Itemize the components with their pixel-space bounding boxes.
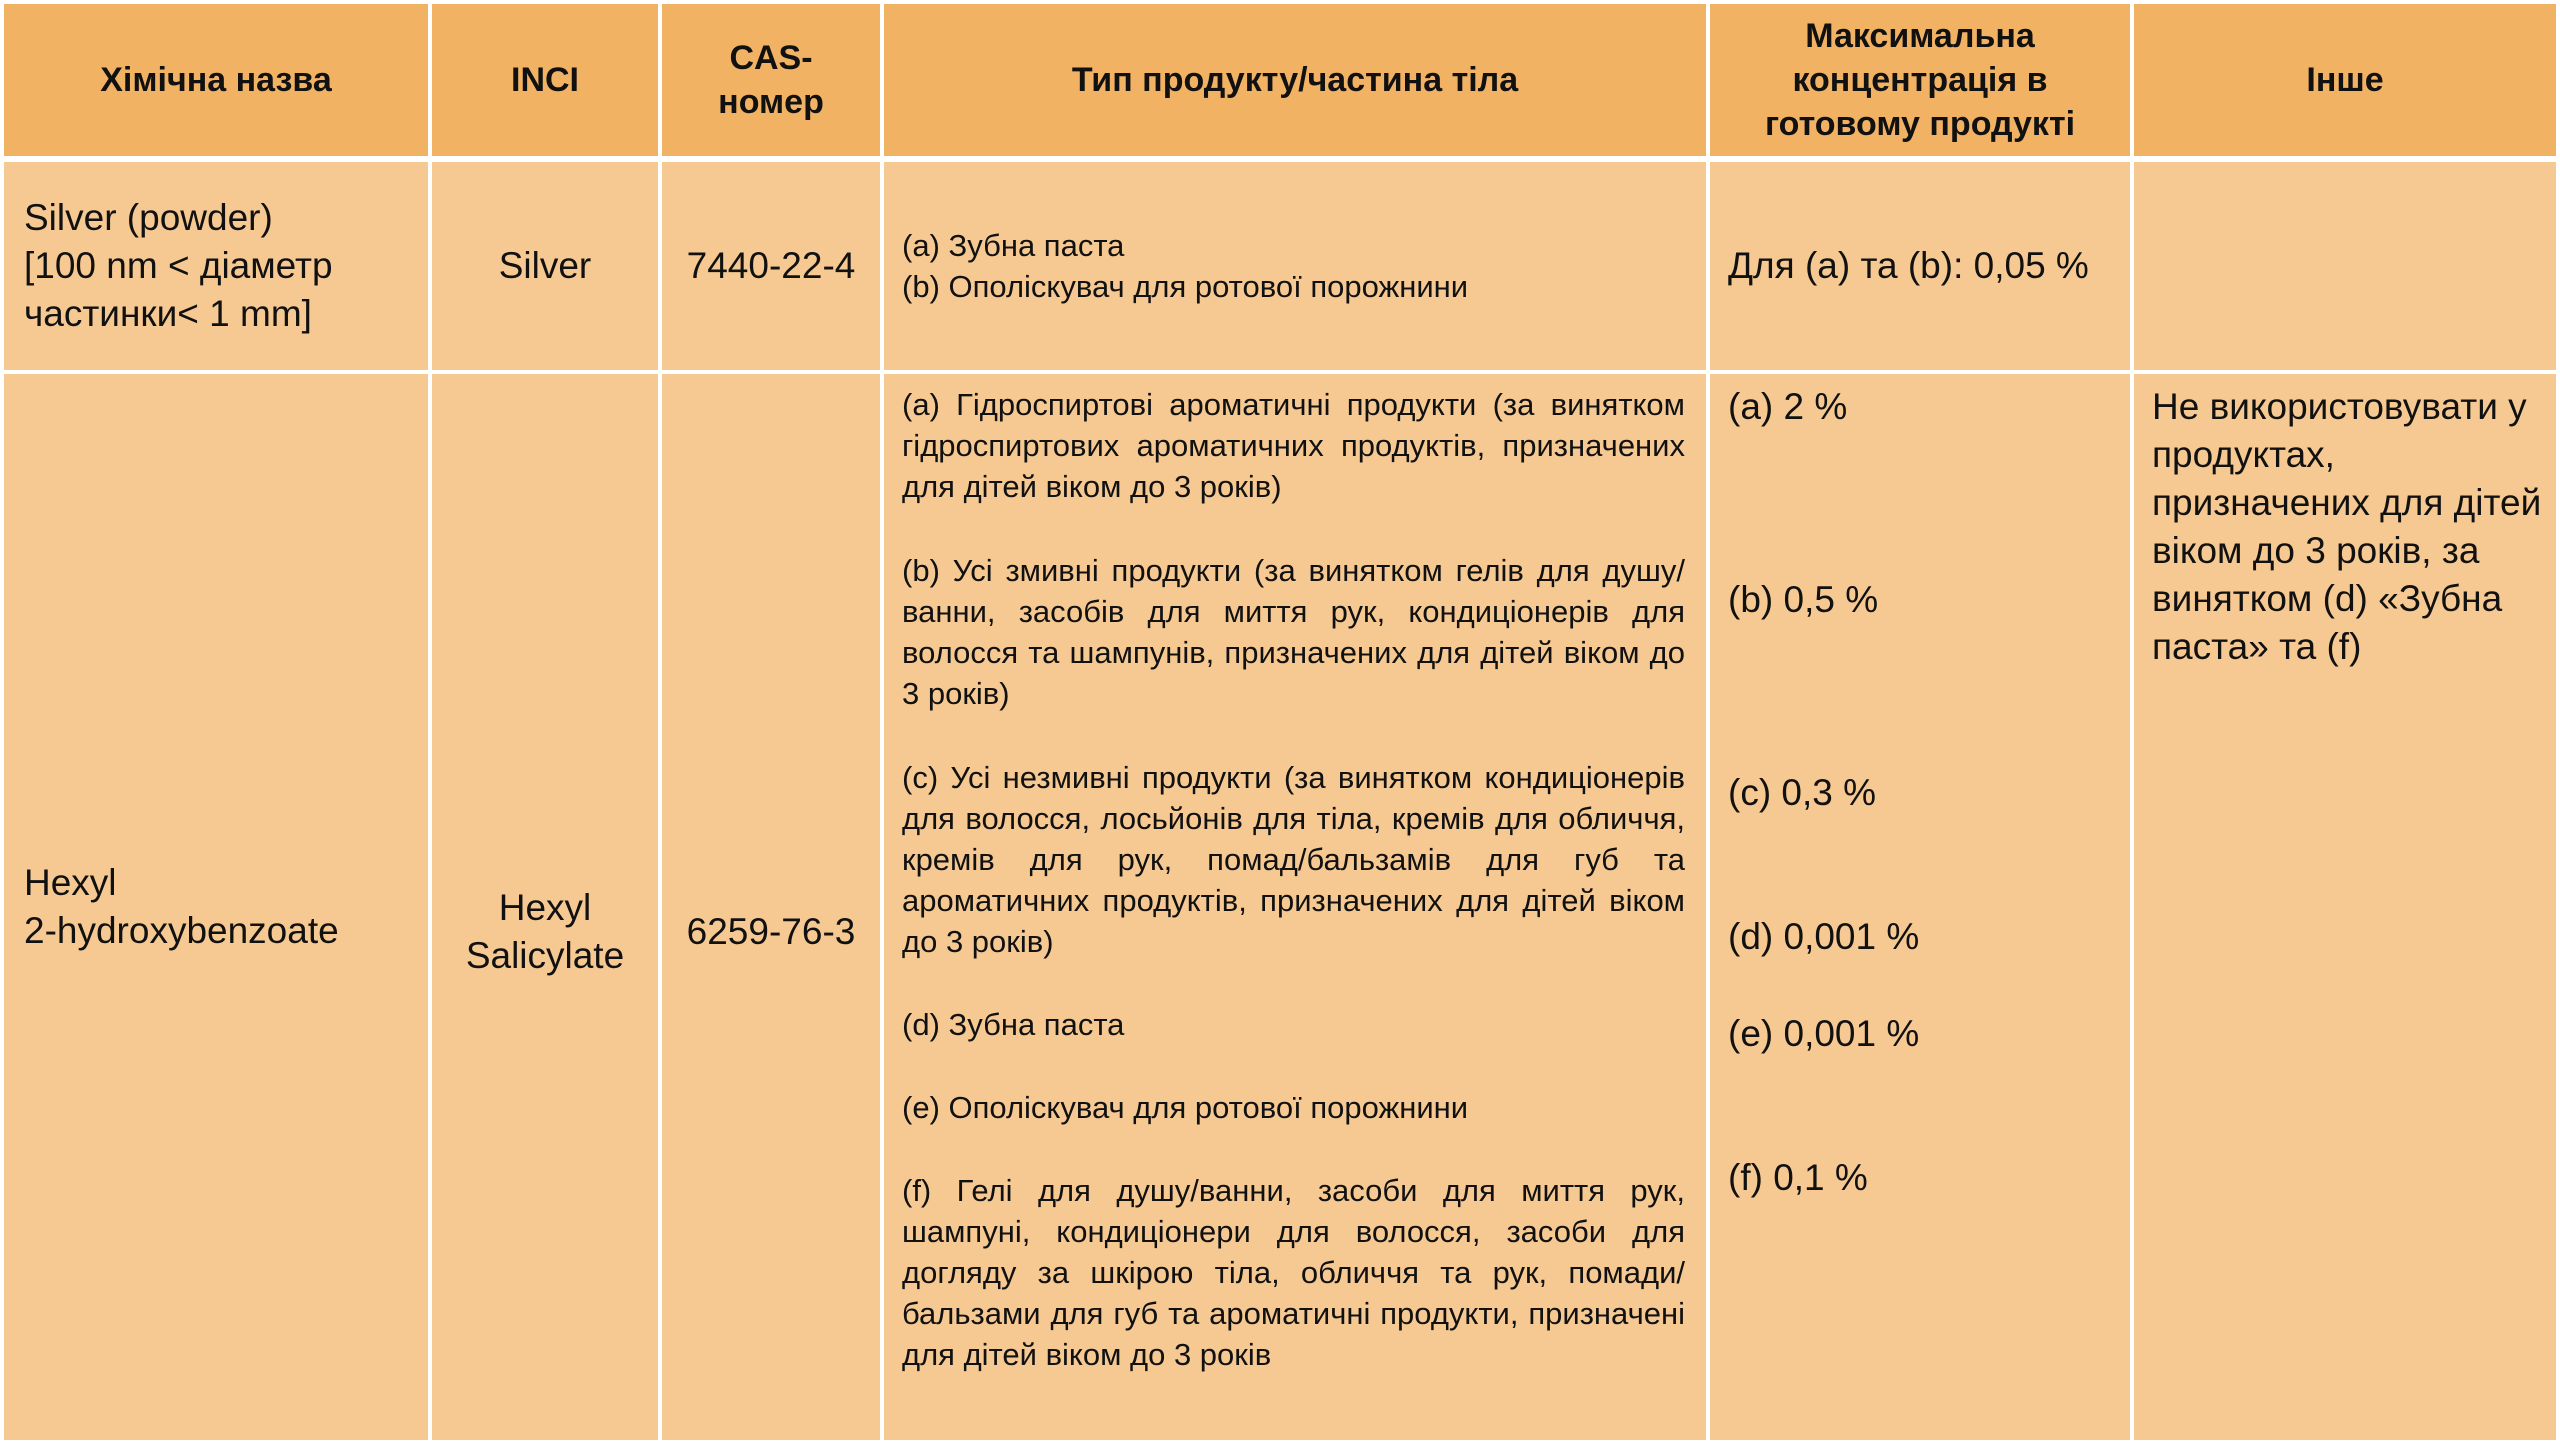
product-type-e: (e) Ополіскувач для ротової порожнини [902, 1090, 1469, 1125]
row1-max-conc-text: Для (a) та (b): 0,05 % [1728, 245, 2089, 286]
product-type-c: (c) Усі незмивні продукти (за винятком кондиціонерів для волосся, лосьйонів для тіла, кремів для обличчя, кремів для рук, помад/бальзамів для губ та ароматичних продуктів, призначених для дітей віком до 3 років) [902, 760, 1685, 959]
row1-chemical-name-line: [100 nm < діаметр [24, 245, 333, 286]
header-max-conc-line: Максимальна [1805, 17, 2035, 55]
row2-other-text: Не використовувати у продуктах, призначених для дітей віком до 3 років, за винятком (d) «Зубна паста» та (f) [2152, 386, 2542, 667]
max-conc-c: (c) 0,3 % [1728, 772, 1877, 813]
header-product-type-text: Тип продукту/частина тіла [1071, 61, 1519, 99]
row1-chemical-name-line: Silver (powder) [24, 197, 273, 238]
header-inci-text: INCI [511, 61, 579, 99]
header-max-concentration [1710, 4, 2130, 156]
row1-product-type-item: (a) Зубна паста [902, 228, 1125, 263]
product-type-d: (d) Зубна паста [902, 1007, 1125, 1042]
row1-product-type [884, 162, 1706, 370]
row2-max-concentration [1710, 374, 2130, 1440]
header-other [2134, 4, 2556, 156]
header-inci [432, 4, 658, 156]
header-chemical-name [4, 4, 428, 156]
row2-inci-line: Salicylate [465, 935, 625, 976]
max-conc-a: (a) 2 % [1728, 386, 1848, 427]
header-product-type [884, 4, 1706, 156]
product-type-b: (b) Усі змивні продукти (за винятком гелів для душу/ванни, засобів для миття рук, кондиціонерів для волосся та шампунів, призначених для дітей віком до 3 років) [902, 553, 1685, 711]
row1-product-type-item: (b) Ополіскувач для ротової порожнини [902, 269, 1469, 304]
max-conc-f: (f) 0,1 % [1728, 1157, 1868, 1198]
row2-cas [662, 374, 880, 1440]
product-type-a: (a) Гідроспиртові ароматичні продукти (за винятком гідроспиртових ароматичних продуктів, призначених для дітей віком до 3 років) [902, 387, 1685, 504]
row2-chemical-name [4, 374, 428, 1440]
row2-chemical-name-line: 2-hydroxybenzoate [24, 910, 339, 951]
row2-product-type [884, 374, 1706, 1440]
header-chemical-name-text: Хімічна назва [100, 61, 332, 99]
header-cas-line: номер [718, 83, 824, 121]
row1-inci [432, 162, 658, 370]
row2-chemical-name-line: Hexyl [24, 862, 117, 903]
header-max-conc-line: концентрація в [1792, 61, 2048, 99]
header-cas [662, 4, 880, 156]
max-conc-d: (d) 0,001 % [1728, 916, 1920, 957]
header-other-text: Інше [2306, 61, 2384, 99]
row1-cas-text: 7440-22-4 [686, 245, 856, 286]
row1-max-concentration [1710, 162, 2130, 370]
row2-inci [432, 374, 658, 1440]
header-max-conc-line: готовому продукті [1764, 105, 2076, 143]
max-conc-e: (e) 0,001 % [1728, 1013, 1920, 1054]
row1-cas [662, 162, 880, 370]
row2-inci-line: Hexyl [498, 887, 592, 928]
row1-other [2134, 162, 2556, 370]
row1-chemical-name [4, 162, 428, 370]
row2-cas-text: 6259-76-3 [686, 911, 856, 952]
max-conc-b: (b) 0,5 % [1728, 579, 1879, 620]
product-type-f: (f) Гелі для душу/ванни, засоби для миття рук, шампуні, кондиціонери для волосся, засоби для догляду за шкірою тіла, обличчя та рук, помади/бальзами для губ та ароматичні продукти, призначені для дітей віком до 3 років [902, 1173, 1685, 1372]
row1-inci-text: Silver [498, 245, 592, 286]
header-cas-line: CAS- [729, 39, 813, 77]
row1-chemical-name-line: частинки< 1 mm] [24, 293, 312, 334]
row2-other [2134, 374, 2556, 1440]
